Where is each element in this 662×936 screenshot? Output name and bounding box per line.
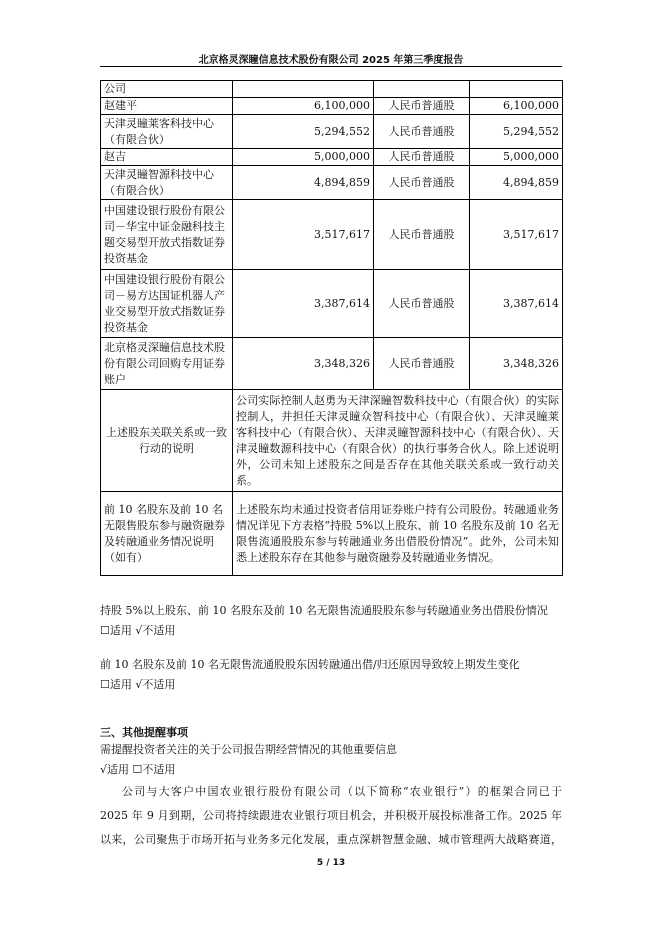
share-count: 3,348,326 bbox=[470, 338, 563, 390]
holder-name: 天津灵瞳莱客科技中心（有限合伙） bbox=[101, 115, 233, 149]
share-class: 人民币普通股 bbox=[374, 98, 470, 115]
holder-name: 中国建设银行股份有限公司－易方达国证机器人产业交易型开放式指数证券投资基金 bbox=[101, 270, 233, 338]
holder-name: 赵建平 bbox=[101, 98, 233, 115]
lending-title: 持股 5%以上股东、前 10 名股东及前 10 名无限售流通股股东参与转融通业务出借股份情况 bbox=[100, 604, 548, 617]
related-text: 公司实际控制人赵勇为天津深瞳智数科技中心（有限合伙）的实际控制人，并担任天津灵瞳众智科技中心（有限合伙）、天津灵瞳莱客科技中心（有限合伙）、天津灵瞳智源科技中心（有限合伙）、天津灵瞳数源科技中心（有限合伙）的执行事务合伙人。除上述说明外，公司未知上述股东之间是否存在其他关联关系或一致行动关系。 bbox=[233, 390, 563, 492]
share-class: 人民币普通股 bbox=[374, 270, 470, 338]
body-line-1: 公司与大客户中国农业银行股份有限公司（以下简称“农业银行”）的框架合同已于 bbox=[122, 785, 562, 798]
holder-shares bbox=[233, 81, 374, 98]
header-rule bbox=[100, 66, 562, 67]
holder-shares: 5,000,000 bbox=[233, 149, 374, 166]
table-row bbox=[101, 338, 563, 390]
share-count: 3,387,614 bbox=[470, 270, 563, 338]
holder-shares: 6,100,000 bbox=[233, 98, 374, 115]
holder-shares: 3,517,617 bbox=[233, 200, 374, 270]
change-choice: ☐适用 √不适用 bbox=[100, 678, 176, 691]
share-count: 6,100,000 bbox=[470, 98, 563, 115]
table-row bbox=[101, 149, 563, 166]
body-line-2: 2025 年 9 月到期，公司将持续跟进农业银行项目机会，并积极开展投标准备工作。2025 年 bbox=[100, 809, 562, 822]
margin-text: 上述股东均未通过投资者信用证券账户持有公司股份。转融通业务情况详见下方表格“持股 5%以上股东、前 10 名股东及前 10 名无限售流通股股东参与转融通业务出借股份情况”。此外，公司未知悉上述股东存在其他参与融资融券及转融通业务情况。 bbox=[233, 492, 563, 576]
holder-name: 赵吉 bbox=[101, 149, 233, 166]
page-number: 5 / 13 bbox=[316, 858, 346, 868]
report-header: 北京格灵深瞳信息技术股份有限公司 2025 年第三季度报告 bbox=[198, 55, 464, 66]
holder-name: 公司 bbox=[101, 81, 233, 98]
table-row bbox=[101, 200, 563, 270]
table-row bbox=[101, 81, 563, 98]
share-class bbox=[374, 81, 470, 98]
body-line-3: 以来，公司聚焦于市场开拓与业务多元化发展，重点深耕智慧金融、城市管理两大战略赛道， bbox=[100, 833, 562, 846]
share-class: 人民币普通股 bbox=[374, 200, 470, 270]
table-row bbox=[101, 98, 563, 115]
related-label: 上述股东关联关系或一致行动的说明 bbox=[101, 390, 233, 492]
lending-choice: ☐适用 √不适用 bbox=[100, 624, 176, 637]
holder-shares: 3,348,326 bbox=[233, 338, 374, 390]
share-count bbox=[470, 81, 563, 98]
share-class: 人民币普通股 bbox=[374, 149, 470, 166]
table-row bbox=[101, 166, 563, 200]
holder-shares: 4,894,859 bbox=[233, 166, 374, 200]
share-count: 5,294,552 bbox=[470, 115, 563, 149]
shareholders-table bbox=[100, 80, 563, 576]
section-intro: 需提醒投资者关注的关于公司报告期经营情况的其他重要信息 bbox=[100, 743, 397, 756]
share-count: 4,894,859 bbox=[470, 166, 563, 200]
margin-label: 前 10 名股东及前 10 名无限售股东参与融资融券及转融通业务情况说明（如有） bbox=[101, 492, 233, 576]
share-class: 人民币普通股 bbox=[374, 166, 470, 200]
holder-name: 北京格灵深瞳信息技术股份有限公司回购专用证券账户 bbox=[101, 338, 233, 390]
holder-shares: 5,294,552 bbox=[233, 115, 374, 149]
section-heading: 三、其他提醒事项 bbox=[100, 726, 188, 739]
share-count: 3,517,617 bbox=[470, 200, 563, 270]
share-class: 人民币普通股 bbox=[374, 338, 470, 390]
holder-shares: 3,387,614 bbox=[233, 270, 374, 338]
share-count: 5,000,000 bbox=[470, 149, 563, 166]
share-class: 人民币普通股 bbox=[374, 115, 470, 149]
holder-name: 天津灵瞳智源科技中心（有限合伙） bbox=[101, 166, 233, 200]
table-row bbox=[101, 270, 563, 338]
section-choice: √适用 ☐不适用 bbox=[100, 763, 176, 776]
table-row bbox=[101, 115, 563, 149]
table-row-margin bbox=[101, 492, 563, 576]
table-row-related bbox=[101, 390, 563, 492]
holder-name: 中国建设银行股份有限公司－华宝中证金融科技主题交易型开放式指数证券投资基金 bbox=[101, 200, 233, 270]
change-title: 前 10 名股东及前 10 名无限售流通股股东因转融通出借/归还原因导致较上期发生变化 bbox=[100, 658, 520, 671]
